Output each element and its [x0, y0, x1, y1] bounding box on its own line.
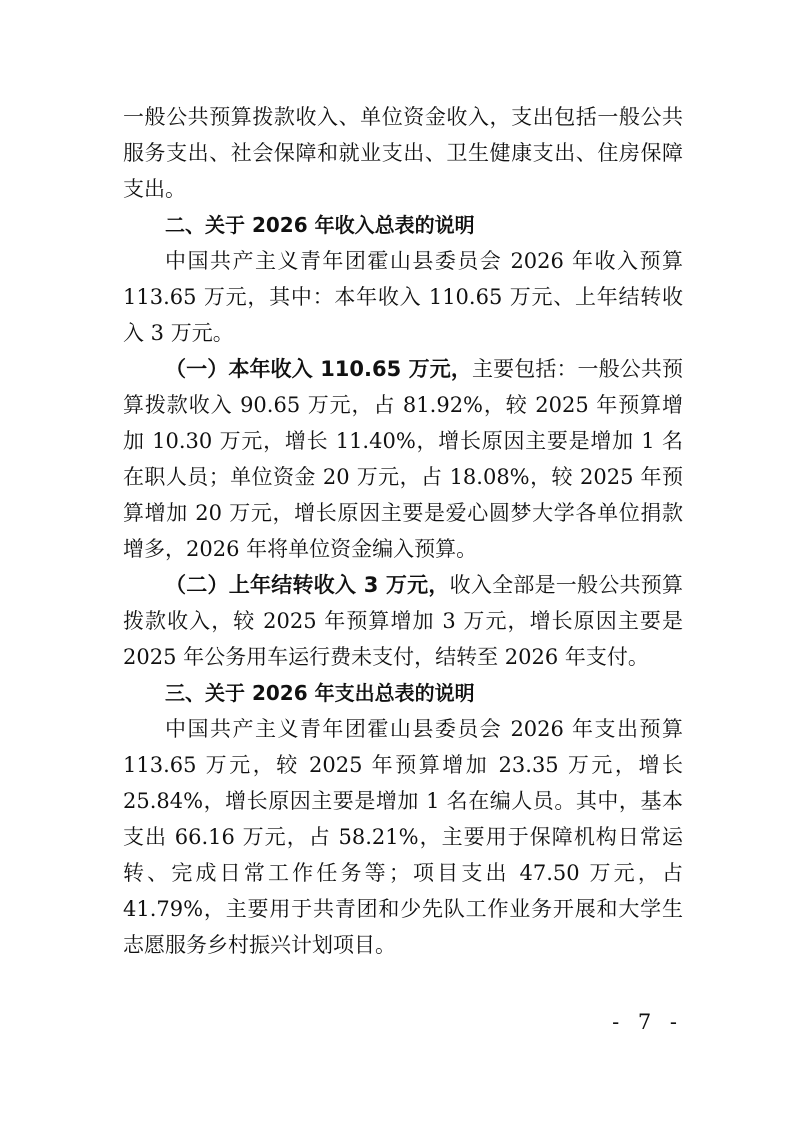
paragraph-expense-budget-total: 中国共产主义青年团霍山县委员会 2026 年支出预算 113.65 万元，较 2025 年预算增加 23.35 万元，增长 25.84%，增长原因主要是增加 1 名在编人员。其中，基本支出 66.16 万元，占 58.21%，主要用于保障机构日常运转、完成日常工作任务等；项目支出 47.50 万元，占 41.79%，主要用于共青团和少先队工作业务开展和大学生志愿服务乡村振兴计划项目。: [123, 717, 683, 957]
document-body: [123, 99, 683, 963]
paragraph-current-year-income-text: 主要包括：一般公共预算拨款收入 90.65 万元，占 81.92%，较 2025 年预算增加 10.30 万元，增长 11.40%，增长原因主要是增加 1 名在职人员；单位资金 20 万元，占 18.08%，较 2025 年预算增加 20 万元，增长原因主要是爱心圆梦大学各单位捐款增多，2026 年将单位资金编入预算。: [123, 357, 683, 561]
paragraph-carryover-income-text: 收入全部是一般公共预算拨款收入，较 2025 年预算增加 3 万元，增长原因主要是 2025 年公务用车运行费未支付，结转至 2026 年支付。: [123, 573, 684, 669]
page-number: - 7 -: [612, 1010, 683, 1034]
subheading-carryover-income: （二）上年结转收入 3 万元，: [165, 573, 450, 597]
subheading-current-year-income: （一）本年收入 110.65 万元，: [165, 357, 472, 381]
section-heading-expense-summary: 三、关于 2026 年支出总表的说明: [165, 681, 475, 705]
paragraph-income-budget-total: 中国共产主义青年团霍山县委员会 2026 年收入预算 113.65 万元，其中：本年收入 110.65 万元、上年结转收入 3 万元。: [123, 249, 683, 345]
section-heading-income-summary: 二、关于 2026 年收入总表的说明: [165, 213, 475, 237]
paragraph-carryover-income: [123, 567, 683, 675]
paragraph-income-expense-scope: 一般公共预算拨款收入、单位资金收入，支出包括一般公共服务支出、社会保障和就业支出、卫生健康支出、住房保障支出。: [123, 105, 683, 201]
paragraph-current-year-income: [123, 351, 683, 567]
